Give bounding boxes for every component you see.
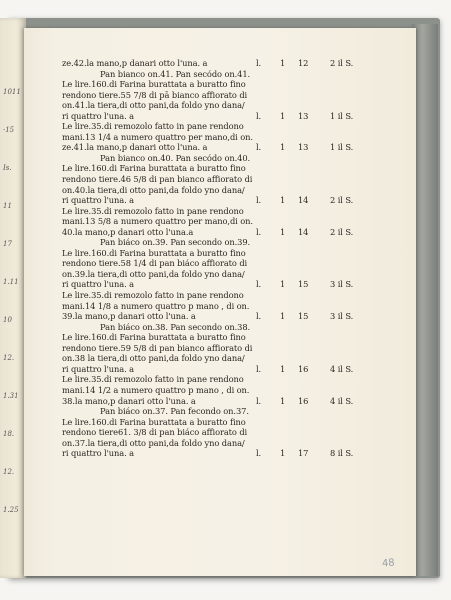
price-entry-line [62, 396, 394, 407]
left-margin-mark: 1.11 [3, 278, 19, 286]
price-n3: 4 il S. [330, 363, 354, 374]
price-n1: 1 [280, 226, 286, 237]
price-l: l. [256, 58, 262, 68]
left-margin-mark: ·15 [3, 126, 15, 134]
text-line [62, 174, 394, 185]
price-l: l. [256, 226, 262, 237]
text-line [62, 301, 394, 312]
line-text: rendono tiere.46 5/8 di pan bianco affiorato di [62, 174, 253, 185]
price-n3: 4 il S. [330, 395, 354, 406]
line-text: ri quattro l'una. a [62, 279, 135, 290]
text-line [62, 374, 394, 385]
text-line [62, 206, 394, 217]
previous-leaf [0, 18, 26, 578]
text-line [62, 438, 394, 449]
line-text: 39.la mano,p danari otto l'una. a [62, 311, 196, 322]
price-n2: 14 [298, 195, 309, 206]
text-line [62, 332, 394, 343]
price-n1: 1 [280, 311, 286, 322]
left-margin-mark: Is. [3, 164, 12, 172]
price-l: l. [256, 311, 262, 322]
price-n2: 16 [298, 363, 309, 374]
line-text: on.40.la tiera,di otto pani,da foldo yno dana/ [62, 184, 245, 195]
price-l: l. [256, 142, 262, 153]
price-l: l. [256, 195, 262, 206]
line-text: Le lire.35.di remozolo fatto in pane rendono [62, 290, 244, 301]
line-text: Le lire.160.di Farina burattata a buratto fino [62, 416, 246, 427]
line-text: ri quattro l'una. a [62, 110, 135, 121]
price-l: l. [256, 395, 262, 406]
price-n3: 3 il S. [330, 311, 354, 322]
left-margin-mark: 12. [3, 354, 15, 362]
text-line [62, 353, 394, 364]
left-margin-mark: 12. [3, 468, 15, 476]
price-entry-line [62, 448, 394, 459]
line-text: 40.la mano,p danari otto l'una.a [62, 226, 194, 237]
line-text: ze.41.la mano,p danari otto l'una. a [62, 142, 208, 153]
price-n3: 2 il S. [330, 195, 354, 206]
price-n3: 2 il S. [330, 226, 354, 237]
price-n1: 1 [280, 279, 286, 290]
price-entry-line [62, 195, 394, 206]
left-margin-mark: 18. [3, 430, 15, 438]
line-text: Le lire.160.di Farina burattata a buratto fino [62, 163, 246, 174]
text-line [62, 290, 394, 301]
section-heading [62, 237, 394, 248]
line-text: mani.13 5/8 a numero quattro per mano,di on. [62, 216, 253, 227]
line-text: Le lire.160.di Farina burattata a buratto fino [62, 79, 246, 90]
book-page [24, 28, 416, 576]
price-entry-line [62, 58, 394, 69]
line-text: ri quattro l'una. a [62, 363, 135, 374]
line-text: rendono tiere.58 1/4 di pan biáco affiorato di [62, 258, 248, 269]
line-text: Pan biáco on.37. Pan fecondo on.37. [100, 406, 249, 417]
price-n2: 14 [298, 226, 309, 237]
text-line [62, 216, 394, 227]
page-text-block [62, 58, 394, 459]
left-margin-mark: 11 [3, 202, 12, 210]
price-entry-line [62, 142, 394, 153]
section-heading [62, 153, 394, 164]
line-text: rendono tiere.59 5/8 di pan bianco affiorato di [62, 342, 253, 353]
text-line [62, 385, 394, 396]
text-line [62, 269, 394, 280]
left-margin-mark: 1011 [3, 88, 21, 96]
price-n2: 13 [298, 110, 309, 121]
line-text: Pan bianco on.41. Pan secódo on.41. [100, 68, 251, 79]
price-n3: 1 il S. [330, 142, 354, 153]
line-text: Pan biáco on.39. Pan secondo on.39. [100, 237, 251, 248]
line-text: Pan bianco on.40. Pan secódo on.40. [100, 152, 251, 163]
price-n1: 1 [280, 110, 286, 121]
section-heading [62, 406, 394, 417]
price-entry-line [62, 279, 394, 290]
line-text: on.38 la tiera,di otto pani,da foldo yno dana/ [62, 353, 245, 364]
price-n2: 17 [298, 448, 309, 459]
line-text: mani.14 1/8 a numero quattro p mano , di on. [62, 300, 250, 311]
left-margin-mark: 10 [3, 316, 12, 324]
text-line [62, 427, 394, 438]
left-margin-mark: 1.31 [3, 392, 19, 400]
price-n1: 1 [280, 395, 286, 406]
line-text: on.39.la tiera,di otto pani,da foldo yno dana/ [62, 268, 245, 279]
price-n2: 12 [298, 58, 309, 68]
line-text: rendono tiere.55 7/8 di pā bianco affiorato di [62, 89, 248, 100]
price-n3: 2 il S. [330, 58, 354, 68]
text-line [62, 417, 394, 428]
price-n3: 8 il S. [330, 448, 354, 459]
price-n3: 1 il S. [330, 110, 354, 121]
text-line [62, 343, 394, 354]
line-text: on.41.la tiera,di otto pani,da foldo yno dana/ [62, 100, 245, 111]
line-text: ri quattro l'una. a [62, 195, 135, 206]
line-text: 38.la mano,p danari otto l'una. a [62, 395, 196, 406]
price-l: l. [256, 110, 262, 121]
price-entry-line [62, 364, 394, 375]
price-n2: 16 [298, 395, 309, 406]
price-n2: 15 [298, 311, 309, 322]
price-n1: 1 [280, 363, 286, 374]
pencil-page-number: 48 [381, 557, 396, 570]
price-n1: 1 [280, 448, 286, 459]
left-margin-mark: 1.25 [3, 506, 19, 514]
text-line [62, 185, 394, 196]
line-text: rendono tiere61. 3/8 di pan biáco affiorato di [62, 427, 248, 438]
line-text: Le lire.160.di Farina burattata a buratto fino [62, 247, 246, 258]
line-text: ze.42.la mano,p danari otto l'una. a [62, 58, 208, 68]
line-text: Le lire.35.di remozolo fatto in pane rendono [62, 374, 244, 385]
price-l: l. [256, 363, 262, 374]
text-line [62, 121, 394, 132]
price-n2: 15 [298, 279, 309, 290]
price-entry-line [62, 311, 394, 322]
section-heading [62, 69, 394, 80]
price-n1: 1 [280, 58, 286, 68]
price-entry-line [62, 227, 394, 238]
text-line [62, 79, 394, 90]
left-margin-mark: 17 [3, 240, 12, 248]
price-n1: 1 [280, 195, 286, 206]
line-text: ri quattro l'una. a [62, 448, 135, 459]
line-text: Le lire.35.di remozolo fatto in pane rendono [62, 121, 244, 132]
line-text: on.37.la tiera,di otto pani,da foldo yno dana/ [62, 437, 245, 448]
line-text: mani.14 1/2 a numero quattro p mano , di on. [62, 384, 250, 395]
text-line [62, 132, 394, 143]
price-n1: 1 [280, 142, 286, 153]
line-text: mani.13 1/4 a numero quattro per mano,di on. [62, 131, 253, 142]
line-text: Le lire.35.di remozolo fatto in pane rendono [62, 205, 244, 216]
price-n2: 13 [298, 142, 309, 153]
price-l: l. [256, 279, 262, 290]
line-text: Le lire.160.di Farina burattata a buratto fino [62, 332, 246, 343]
price-entry-line [62, 111, 394, 122]
text-line [62, 163, 394, 174]
text-line [62, 258, 394, 269]
line-text: Pan biáco on.38. Pan secondo on.38. [100, 321, 251, 332]
section-heading [62, 322, 394, 333]
text-line [62, 248, 394, 259]
text-line [62, 100, 394, 111]
price-n3: 3 il S. [330, 279, 354, 290]
text-line [62, 90, 394, 101]
price-l: l. [256, 448, 262, 459]
